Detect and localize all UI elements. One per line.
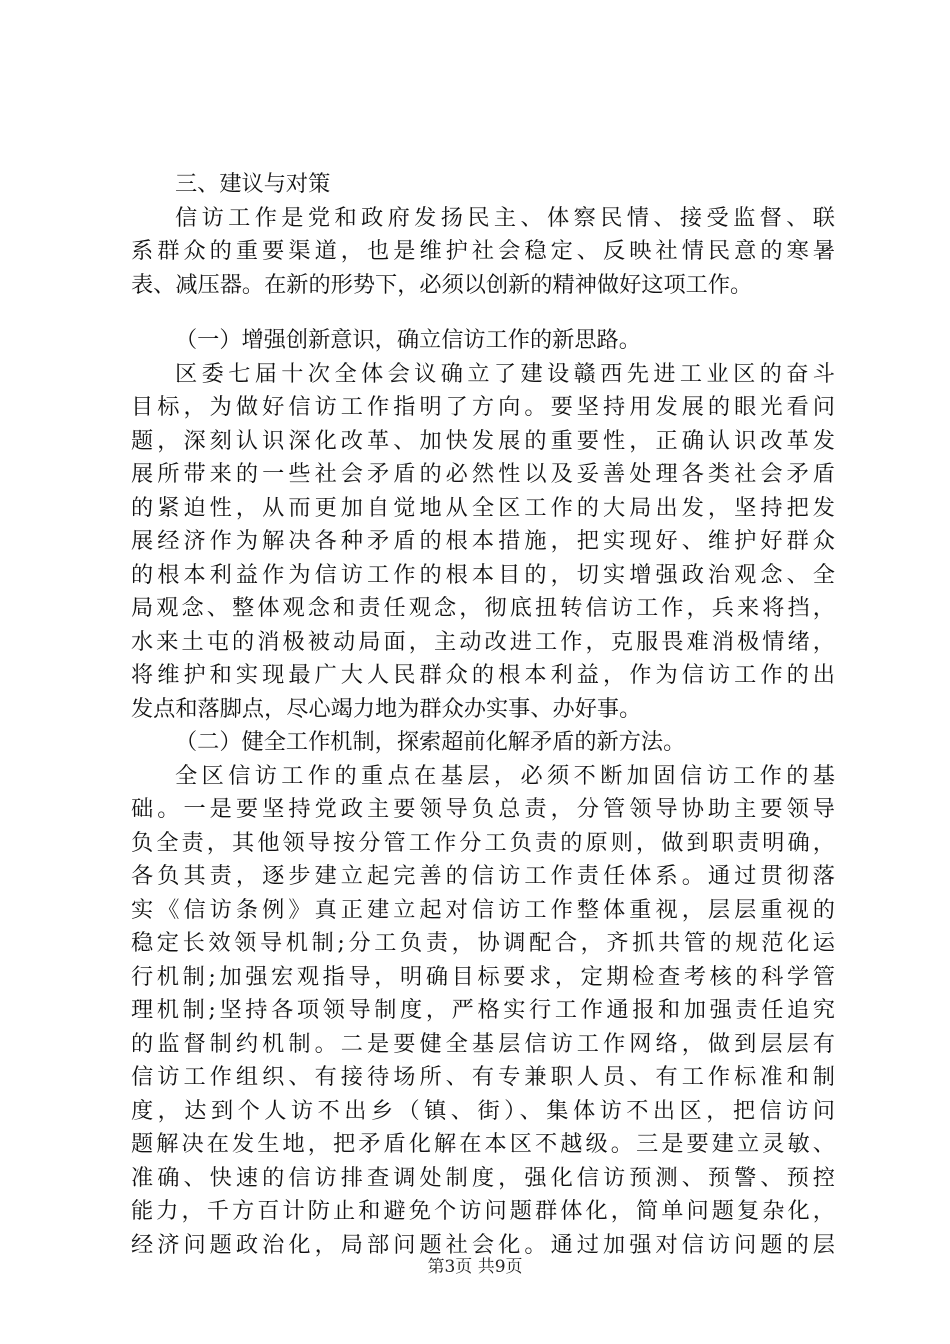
- text-line: 区委七届十次全体会议确立了建设赣西先进工业区的奋斗: [175, 360, 835, 387]
- text-line: 经济问题政治化，局部问题社会化。通过加强对信访问题的层: [131, 1231, 835, 1258]
- text-line: 全区信访工作的重点在基层，必须不断加固信访工作的基: [175, 762, 835, 789]
- text-line: 目标，为做好信访工作指明了方向。要坚持用发展的眼光看问: [131, 394, 835, 420]
- text-line: 系群众的重要渠道，也是维护社会稳定、反映社情民意的寒暑: [131, 238, 835, 264]
- text-line: 信访工作组织、有接待场所、有专兼职人员、有工作标准和制: [131, 1064, 835, 1090]
- text-line: （一）增强创新意识，确立信访工作的新思路。: [175, 327, 641, 353]
- text-line: （二）健全工作机制，探索超前化解矛盾的新方法。: [175, 729, 686, 755]
- text-line: 发点和落脚点，尽心竭力地为群众办实事、办好事。: [131, 695, 642, 722]
- text-line: 稳定长效领导机制;分工负责，协调配合，齐抓共管的规范化运: [131, 930, 835, 956]
- text-line: 的紧迫性，从而更加自觉地从全区工作的大局出发，坚持把发: [131, 494, 835, 521]
- text-line: 将维护和实现最广大人民群众的根本利益，作为信访工作的出: [131, 662, 835, 688]
- text-line: 题，深刻认识深化改革、加快发展的重要性，正确认识改革发: [131, 427, 835, 454]
- text-line: 的根本利益作为信访工作的根本目的，切实增强政治观念、全: [131, 561, 835, 588]
- text-line: 三、建议与对策: [175, 171, 331, 197]
- text-line: 能力，千方百计防止和避免个访问题群体化，简单问题复杂化，: [131, 1198, 835, 1224]
- text-line: 水来土屯的消极被动局面，主动改进工作，克服畏难消极情绪，: [131, 628, 835, 655]
- paragraph-gap: [131, 302, 835, 324]
- text-line: 各负其责，逐步建立起完善的信访工作责任体系。通过贯彻落: [131, 863, 835, 889]
- text-line: 题解决在发生地，把矛盾化解在本区不越级。三是要建立灵敏、: [131, 1131, 835, 1157]
- text-line: 实《信访条例》真正建立起对信访工作整体重视，层层重视的: [131, 896, 835, 923]
- text-line: 行机制;加强宏观指导，明确目标要求，定期检查考核的科学管: [131, 963, 835, 990]
- text-line: 度，达到个人访不出乡（镇、街）、集体访不出区，把信访问: [131, 1097, 835, 1124]
- text-line: 展所带来的一些社会矛盾的必然性以及妥善处理各类社会矛盾: [131, 461, 835, 487]
- page-number-footer: 第3页 共9页: [427, 1257, 523, 1277]
- text-line: 展经济作为解决各种矛盾的根本措施，把实现好、维护好群众: [131, 528, 835, 554]
- text-line: 的监督制约机制。二是要健全基层信访工作网络，做到层层有: [131, 1030, 835, 1057]
- text-line: 局观念、整体观念和责任观念，彻底扭转信访工作，兵来将挡，: [131, 595, 835, 621]
- text-line: 信访工作是党和政府发扬民主、体察民情、接受监督、联: [175, 204, 835, 231]
- text-line: 表、减压器。在新的形势下，必须以创新的精神做好这项工作。: [131, 271, 753, 298]
- text-line: 准确、快速的信访排查调处制度，强化信访预测、预警、预控: [131, 1164, 835, 1191]
- document-body: [131, 168, 835, 1262]
- text-line: 负全责，其他领导按分管工作分工负责的原则，做到职责明确，: [131, 829, 835, 856]
- text-line: 理机制;坚持各项领导制度，严格实行工作通报和加强责任追究: [131, 997, 835, 1023]
- text-line: 础。一是要坚持党政主要领导负总责，分管领导协助主要领导: [131, 796, 835, 822]
